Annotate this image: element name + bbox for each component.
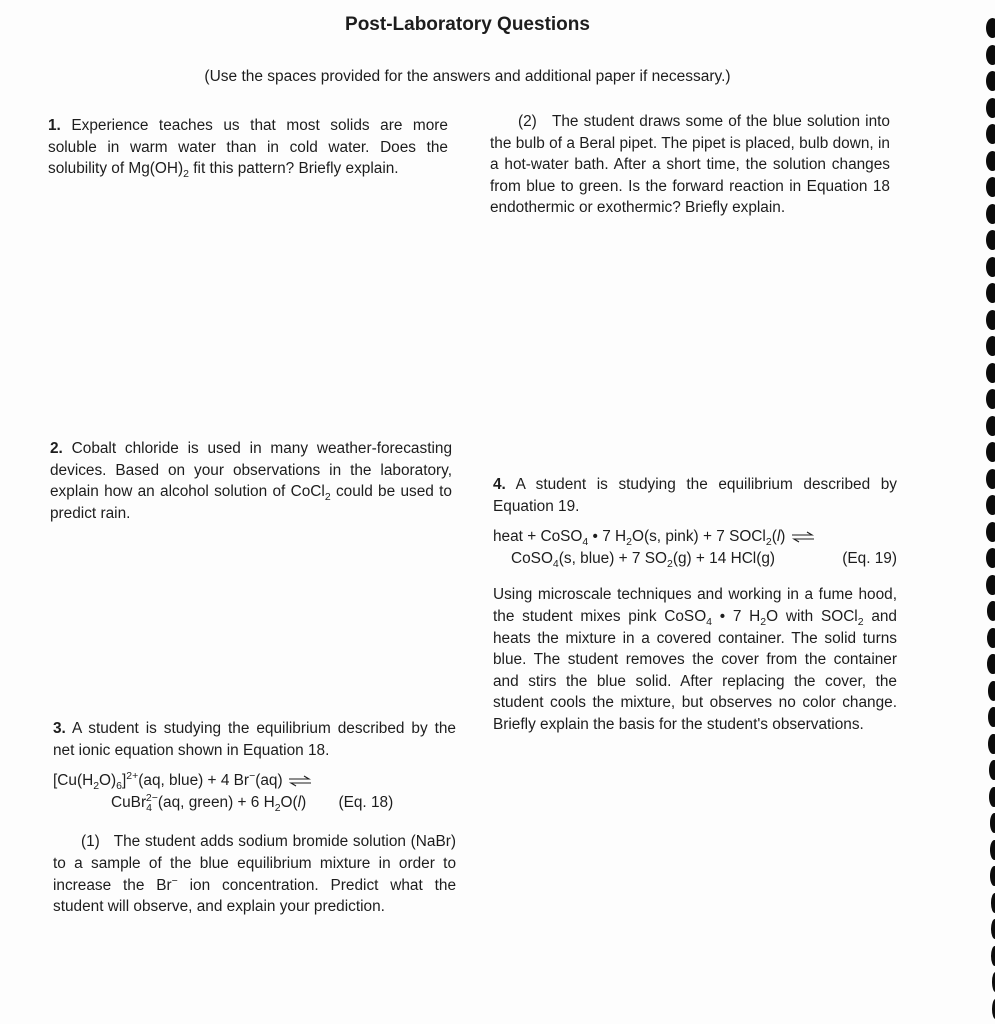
subscript: 2 <box>666 557 673 570</box>
spiral-binding-ring <box>986 363 995 383</box>
subscript: 2 <box>760 616 767 629</box>
question-number: 2. <box>50 440 63 457</box>
question-3-part-2 <box>490 111 890 219</box>
eq-text: (aq) <box>255 772 283 790</box>
spiral-binding-ring <box>987 628 995 648</box>
equation-line <box>53 770 456 792</box>
spiral-binding-ring <box>990 840 995 860</box>
eq-text: ( <box>771 528 777 546</box>
page-title: Post-Laboratory Questions <box>345 14 590 35</box>
spiral-binding-ring <box>986 522 995 542</box>
eq-text: [Cu(H <box>53 772 94 790</box>
subscript: 6 <box>116 780 122 793</box>
spiral-binding-ring <box>986 45 995 65</box>
spiral-binding-ring <box>992 972 995 992</box>
question-number: 3. <box>53 720 66 737</box>
eq-text: ) <box>301 793 307 811</box>
equation-19 <box>493 526 897 569</box>
question-text: O with SOCl <box>766 607 858 625</box>
page-subtitle: (Use the spaces provided for the answers and additional paper if necessary.) <box>204 68 731 85</box>
spiral-binding-ring <box>988 681 995 701</box>
eq-text: O(s, pink) + 7 SOCl <box>631 528 766 546</box>
subscript: 2 <box>274 801 281 814</box>
eq-text: (s, blue) + 7 SO <box>558 549 667 567</box>
question-text: A student is studying the equilibrium described by Equation 19. <box>493 476 897 515</box>
eq-text: O) <box>99 772 117 790</box>
equation-label: (Eq. 19) <box>842 549 897 567</box>
question-4-body <box>493 584 897 735</box>
spiral-binding-ring <box>989 760 995 780</box>
equation-label: (Eq. 18) <box>338 793 394 811</box>
question-text: The student adds sodium bromide solution (NaBr) to a sample of the blue equilibrium mixture in order to increase the Br <box>53 833 456 894</box>
spiral-binding-ring <box>989 787 995 807</box>
subscript: 2 <box>626 536 632 549</box>
equation-line <box>493 548 897 570</box>
spiral-binding-ring <box>986 310 995 330</box>
spiral-binding-ring <box>986 442 995 462</box>
superscript: − <box>249 770 256 783</box>
question-number: 1. <box>48 117 61 134</box>
spiral-binding-ring <box>991 893 995 913</box>
spiral-binding-ring <box>986 151 995 171</box>
equilibrium-arrow-icon <box>790 531 816 543</box>
eq-text: ) <box>780 528 786 546</box>
question-text: fit this pattern? Briefly explain. <box>188 160 399 178</box>
subscript: 2 <box>183 168 189 181</box>
question-text: could be used to predict rain. <box>50 483 452 522</box>
spiral-binding-ring <box>986 230 995 250</box>
eq-text: heat + CoSO <box>493 528 583 546</box>
question-2 <box>50 438 452 524</box>
spiral-binding-ring <box>986 71 995 91</box>
eq-text: (g) + 14 HCl(g) <box>672 549 776 567</box>
superscript: − <box>171 874 178 887</box>
eq-text: O( <box>280 793 298 811</box>
superscript: 2− <box>145 791 158 804</box>
subscript: 2 <box>324 491 331 504</box>
spiral-binding-ring <box>986 336 995 356</box>
equation-18 <box>53 770 456 813</box>
eq-text: l <box>776 528 781 546</box>
spiral-binding-ring <box>986 389 995 409</box>
question-text: Cobalt chloride is used in many weather-forecasting devices. Based on your observations in the laboratory, explain how an alcohol solution of CoCl <box>50 440 453 501</box>
spiral-binding-ring <box>988 707 995 727</box>
spiral-binding-ring <box>986 98 995 118</box>
equation-line <box>53 792 456 814</box>
question-number: 4. <box>493 476 506 493</box>
question-4 <box>493 474 897 736</box>
spiral-binding-ring <box>988 734 995 754</box>
subscript: 4 <box>706 616 713 629</box>
subscript: 2 <box>857 616 864 629</box>
eq-text: (aq, green) + 6 H <box>157 793 275 811</box>
spiral-binding-ring <box>986 177 995 197</box>
question-3 <box>53 718 456 918</box>
spiral-binding <box>975 0 995 1024</box>
spiral-binding-ring <box>986 548 995 568</box>
question-3-part-1 <box>53 831 456 917</box>
part-label: (2) <box>518 113 537 130</box>
spiral-binding-ring <box>986 257 995 277</box>
eq-text: CuBr <box>111 793 147 811</box>
question-1 <box>48 115 448 180</box>
spiral-binding-ring <box>986 283 995 303</box>
spiral-binding-ring <box>987 654 995 674</box>
question-text: ion concentration. Predict what the student will observe, and explain your prediction. <box>53 876 456 916</box>
eq-text: ] <box>122 772 127 790</box>
question-text: A student is studying the equilibrium described by the net ionic equation shown in Equation 18. <box>53 720 456 759</box>
equation-line <box>493 526 897 548</box>
eq-text: (aq, blue) + 4 Br <box>138 772 250 790</box>
subscript: 2 <box>765 536 772 549</box>
subscript: 4 <box>582 536 589 549</box>
question-text: • 7 H <box>712 607 761 625</box>
spiral-binding-ring <box>986 18 995 38</box>
subscript: 2 <box>93 780 100 793</box>
part-label: (1) <box>81 833 100 851</box>
equilibrium-arrow-icon <box>287 775 313 787</box>
spiral-binding-ring <box>986 469 995 489</box>
subscript: 4 <box>146 801 152 814</box>
spiral-binding-ring <box>991 946 995 966</box>
spiral-binding-ring <box>987 601 995 621</box>
eq-text: l <box>297 793 302 811</box>
eq-text: • 7 H <box>588 528 627 546</box>
superscript: 2+ <box>126 770 139 783</box>
spiral-binding-ring <box>990 813 995 833</box>
eq-text: CoSO <box>511 549 553 567</box>
subscript: 4 <box>552 557 559 570</box>
spiral-binding-ring <box>986 495 995 515</box>
question-text: The student draws some of the blue solution into the bulb of a Beral pipet. The pipet is placed, bulb down, in a hot-water bath. After a short time, the solution changes from blue to green. Is the forward reaction in Equation 18 endothermic or exothermic? Briefly explain. <box>490 113 890 217</box>
question-text: Experience teaches us that most solids are more soluble in warm water than in cold water. Does the solubility of Mg(OH) <box>48 117 448 178</box>
spiral-binding-ring <box>986 204 995 224</box>
question-text: and heats the mixture in a covered container. The solid turns blue. The student removes the cover from the container and stirs the blue solid. After replacing the cover, the student cools the mixture, but observes no color change. Briefly explain the basis for the student's observations. <box>493 607 897 733</box>
spiral-binding-ring <box>986 124 995 144</box>
spiral-binding-ring <box>986 416 995 436</box>
question-text: Using microscale techniques and working in a fume hood, the student mixes pink CoSO <box>493 586 897 625</box>
spiral-binding-ring <box>991 919 995 939</box>
spiral-binding-ring <box>990 866 995 886</box>
spiral-binding-ring <box>986 575 995 595</box>
